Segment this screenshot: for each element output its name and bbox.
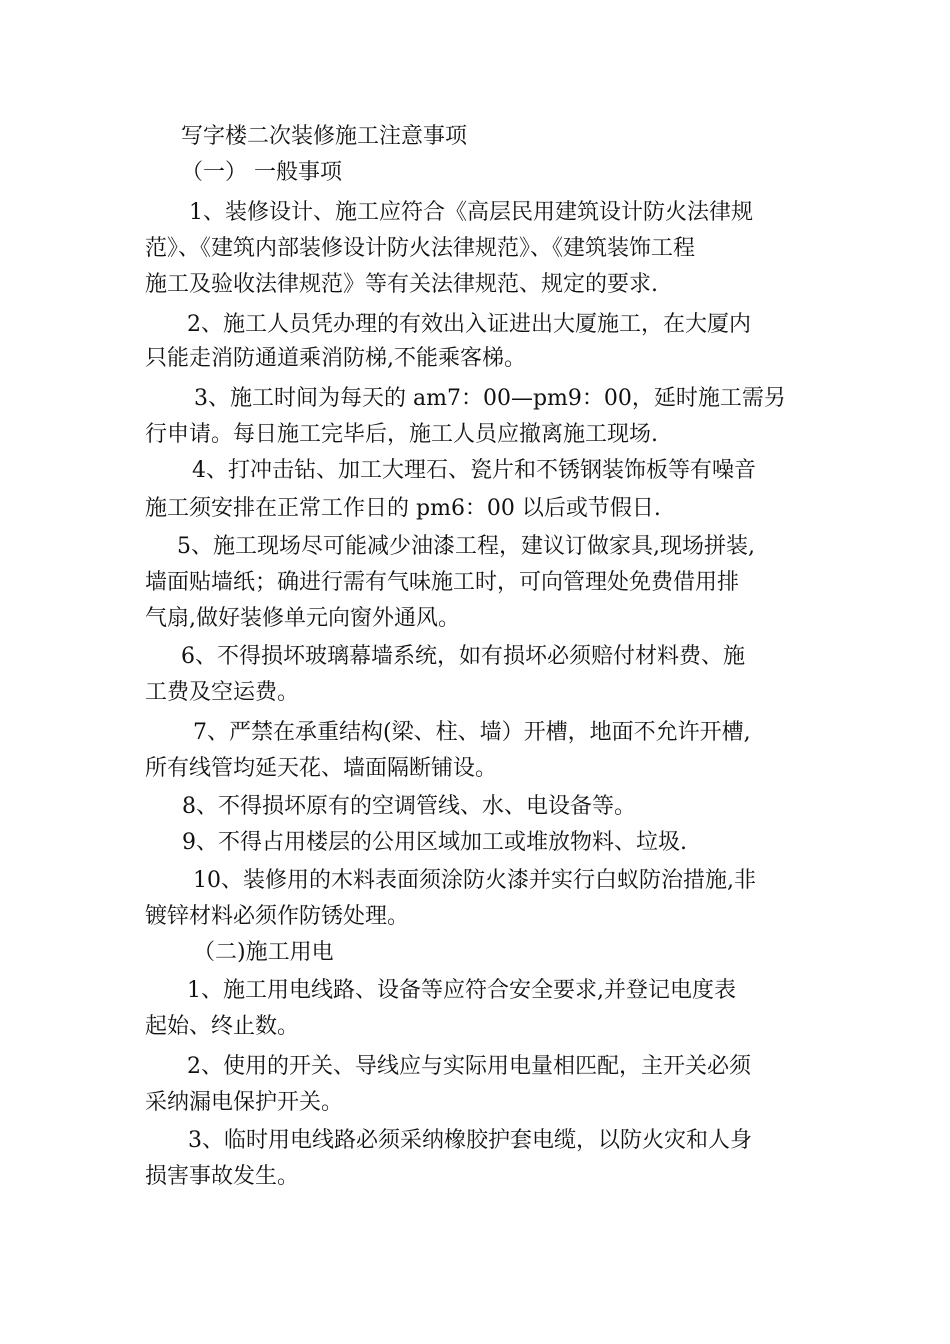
document-title: 写字楼二次装修施工注意事项 (181, 124, 468, 149)
general-item-9: 9、不得占用楼层的公用区域加工或堆放物料、垃圾. (182, 830, 687, 855)
general-item-8: 8、不得损坏原有的空调管线、水、电设备等。 (182, 794, 636, 819)
general-item-4-line-1: 4、打冲击钻、加工大理石、瓷片和不锈钢装饰板等有噪音 (192, 458, 756, 483)
general-item-7-line-2: 所有线管均延天花、墙面隔断铺设。 (145, 756, 498, 781)
general-item-3-line-1: 3、施工时间为每天的 am7：00—pm9：00，延时施工需另 (194, 386, 786, 411)
general-item-10-line-2: 镀锌材料必须作防锈处理。 (145, 904, 410, 929)
electric-item-2-line-1: 2、使用的开关、导线应与实际用电量相匹配，主开关必须 (187, 1054, 751, 1079)
general-item-7-line-1: 7、严禁在承重结构(梁、柱、墙）开槽，地面不允许开槽, (193, 720, 751, 745)
electric-item-1-line-1: 1、施工用电线路、设备等应符合安全要求,并登记电度表 (187, 978, 736, 1003)
general-item-1-line-3: 施工及验收法律规范》等有关法律规范、规定的要求. (145, 272, 658, 297)
general-item-1-line-2: 范》、《建筑内部装修设计防火法律规范》、《建筑装饰工程 (145, 236, 696, 261)
general-item-3-line-2: 行申请。每日施工完毕后，施工人员应撤离施工现场. (145, 422, 658, 447)
general-item-5-line-3: 气扇,做好装修单元向窗外通风。 (145, 606, 460, 631)
general-item-6-line-2: 工费及空运费。 (145, 680, 300, 705)
general-item-5-line-2: 墙面贴墙纸；确进行需有气味施工时，可向管理处免费借用排 (145, 570, 740, 595)
general-item-4-line-2: 施工须安排在正常工作日的 pm6：00 以后或节假日. (145, 496, 661, 521)
general-item-5-line-1: 5、施工现场尽可能减少油漆工程，建议订做家具,现场拼装, (177, 534, 755, 559)
electric-item-1-line-2: 起始、终止数。 (145, 1014, 300, 1039)
general-item-2-line-1: 2、施工人员凭办理的有效出入证进出大厦施工，在大厦内 (187, 312, 751, 337)
electric-item-3-line-2: 损害事故发生。 (145, 1164, 300, 1189)
general-item-1-line-1: 1、装修设计、施工应符合《高层民用建筑设计防火法律规 (189, 200, 753, 225)
general-item-10-line-1: 10、装修用的木料表面须涂防火漆并实行白蚁防治措施,非 (193, 868, 756, 893)
electric-item-3-line-1: 3、临时用电线路必须采纳橡胶护套电缆，以防火灾和人身 (188, 1128, 752, 1153)
electric-item-2-line-2: 采纳漏电保护开关。 (145, 1090, 344, 1115)
general-item-2-line-2: 只能走消防通道乘消防梯,不能乘客梯。 (145, 346, 526, 371)
section-heading-general: （一） 一般事项 (181, 160, 342, 185)
section-heading-electric: （二)施工用电 (193, 940, 334, 965)
general-item-6-line-1: 6、不得损坏玻璃幕墙系统，如有损坏必须赔付材料费、施 (181, 644, 745, 669)
